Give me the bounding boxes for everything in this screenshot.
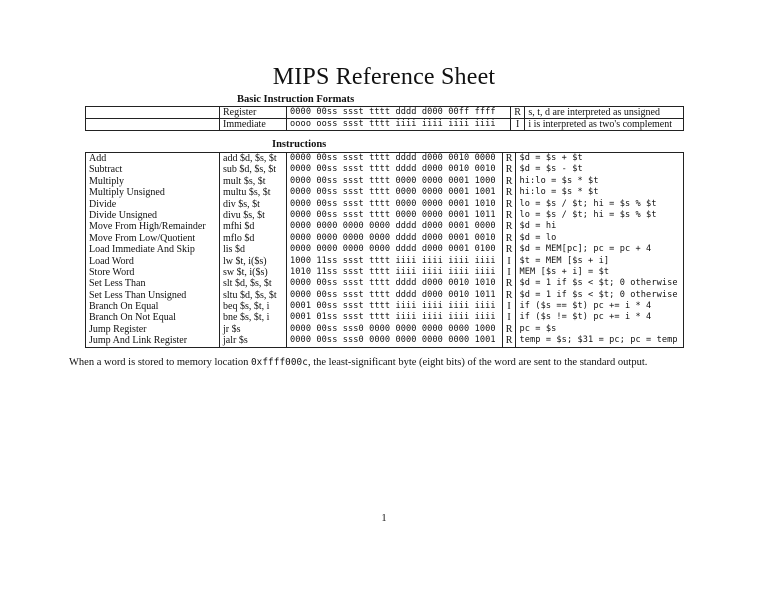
- instruction-semantics: if ($s != $t) pc += i * 4: [516, 312, 684, 323]
- table-row: [86, 187, 684, 198]
- instruction-semantics: $d = 1 if $s < $t; 0 otherwise: [516, 290, 684, 301]
- instruction-name: Subtract: [86, 164, 220, 175]
- instruction-semantics: $d = MEM[pc]; pc = pc + 4: [516, 244, 684, 255]
- instruction-name: Jump And Link Register: [86, 335, 220, 347]
- instruction-type: R: [502, 176, 516, 187]
- table-row: [86, 324, 684, 335]
- instruction-type: R: [502, 233, 516, 244]
- instruction-name: Set Less Than Unsigned: [86, 290, 220, 301]
- format-type: I: [510, 119, 524, 131]
- instruction-encoding: 0000 00ss ssst tttt dddd d000 0010 0000: [287, 153, 503, 165]
- footnote-text-end: , the least-significant byte (eight bits) of the word are sent to the standard output.: [307, 357, 648, 368]
- instruction-encoding: 0000 00ss sss0 0000 0000 0000 0000 1000: [287, 324, 503, 335]
- instruction-semantics: hi:lo = $s * $t: [516, 187, 684, 198]
- instruction-semantics: $d = $s + $t: [516, 153, 684, 165]
- table-row: [86, 221, 684, 232]
- instruction-encoding: 0001 01ss ssst tttt iiii iiii iiii iiii: [287, 312, 503, 323]
- instruction-name: Divide Unsigned: [86, 210, 220, 221]
- footnote-text: When a word is stored to memory location: [69, 357, 251, 368]
- instruction-semantics: MEM [$s + i] = $t: [516, 267, 684, 278]
- instruction-name: Load Word: [86, 256, 220, 267]
- instruction-name: Branch On Not Equal: [86, 312, 220, 323]
- instruction-type: I: [502, 256, 516, 267]
- table-row: [86, 119, 684, 131]
- instruction-syntax: mflo $d: [220, 233, 287, 244]
- instruction-semantics: $d = $s - $t: [516, 164, 684, 175]
- instruction-name: Move From Low/Quotient: [86, 233, 220, 244]
- instruction-name: Store Word: [86, 267, 220, 278]
- instruction-type: R: [502, 221, 516, 232]
- instruction-syntax: bne $s, $t, i: [220, 312, 287, 323]
- instruction-encoding: 0000 0000 0000 0000 dddd d000 0001 0100: [287, 244, 503, 255]
- instruction-syntax: jalr $s: [220, 335, 287, 347]
- instruction-encoding: 0000 00ss ssst tttt 0000 0000 0001 1000: [287, 176, 503, 187]
- format-encoding: 0000 00ss ssst tttt dddd d000 00ff ffff: [287, 107, 511, 119]
- instruction-name: Multiply Unsigned: [86, 187, 220, 198]
- instruction-syntax: beq $s, $t, i: [220, 301, 287, 312]
- page-number: 1: [381, 513, 387, 524]
- table-row: [86, 176, 684, 187]
- instruction-type: R: [502, 153, 516, 165]
- instruction-encoding: 0000 00ss sss0 0000 0000 0000 0000 1001: [287, 335, 503, 347]
- page-title: MIPS Reference Sheet: [272, 64, 496, 90]
- table-row: [86, 312, 684, 323]
- format-name: Immediate: [220, 119, 287, 131]
- instructions-table: [85, 152, 684, 348]
- instruction-type: R: [502, 164, 516, 175]
- instruction-encoding: 0000 00ss ssst tttt dddd d000 0010 1010: [287, 278, 503, 289]
- format-type: R: [510, 107, 524, 119]
- format-note: s, t, d are interpreted as unsigned: [525, 107, 684, 119]
- instruction-syntax: lis $d: [220, 244, 287, 255]
- instruction-type: I: [502, 267, 516, 278]
- instruction-encoding: 0000 00ss ssst tttt 0000 0000 0001 1010: [287, 199, 503, 210]
- table-row: [86, 244, 684, 255]
- instruction-type: R: [502, 210, 516, 221]
- formats-table: [85, 106, 684, 131]
- instruction-semantics: $d = 1 if $s < $t; 0 otherwise: [516, 278, 684, 289]
- instruction-encoding: 0001 00ss ssst tttt iiii iiii iiii iiii: [287, 301, 503, 312]
- instruction-semantics: lo = $s / $t; hi = $s % $t: [516, 199, 684, 210]
- formats-heading: Basic Instruction Formats: [237, 94, 355, 105]
- instruction-name: Set Less Than: [86, 278, 220, 289]
- instruction-semantics: $d = hi: [516, 221, 684, 232]
- instruction-name: Multiply: [86, 176, 220, 187]
- instruction-semantics: lo = $s / $t; hi = $s % $t: [516, 210, 684, 221]
- instruction-encoding: 0000 0000 0000 0000 dddd d000 0001 0000: [287, 221, 503, 232]
- instruction-type: R: [502, 199, 516, 210]
- instruction-semantics: pc = $s: [516, 324, 684, 335]
- table-row: [86, 210, 684, 221]
- instruction-syntax: sw $t, i($s): [220, 267, 287, 278]
- format-note: i is interpreted as two's complement: [525, 119, 684, 131]
- format-blank-cell: [86, 107, 220, 119]
- table-row: [86, 290, 684, 301]
- format-encoding: oooo ooss ssst tttt iiii iiii iiii iiii: [287, 119, 511, 131]
- table-row: [86, 278, 684, 289]
- instruction-semantics: $d = lo: [516, 233, 684, 244]
- instructions-heading: Instructions: [272, 139, 327, 150]
- instruction-encoding: 0000 00ss ssst tttt 0000 0000 0001 1011: [287, 210, 503, 221]
- table-row: [86, 164, 684, 175]
- table-row: [86, 267, 684, 278]
- instruction-syntax: mult $s, $t: [220, 176, 287, 187]
- instruction-encoding: 0000 00ss ssst tttt dddd d000 0010 0010: [287, 164, 503, 175]
- instruction-syntax: div $s, $t: [220, 199, 287, 210]
- instruction-name: Move From High/Remainder: [86, 221, 220, 232]
- instruction-syntax: mfhi $d: [220, 221, 287, 232]
- instruction-syntax: slt $d, $s, $t: [220, 278, 287, 289]
- table-row: [86, 335, 684, 347]
- instruction-name: Jump Register: [86, 324, 220, 335]
- format-blank-cell: [86, 119, 220, 131]
- instruction-semantics: hi:lo = $s * $t: [516, 176, 684, 187]
- table-row: [86, 256, 684, 267]
- instruction-type: I: [502, 301, 516, 312]
- instruction-semantics: $t = MEM [$s + i]: [516, 256, 684, 267]
- instruction-encoding: 0000 00ss ssst tttt 0000 0000 0001 1001: [287, 187, 503, 198]
- instruction-semantics: if ($s == $t) pc += i * 4: [516, 301, 684, 312]
- instruction-type: R: [502, 187, 516, 198]
- instruction-type: R: [502, 278, 516, 289]
- table-row: [86, 233, 684, 244]
- instruction-syntax: add $d, $s, $t: [220, 153, 287, 165]
- footnote-address: 0xffff000c: [250, 357, 308, 368]
- instruction-name: Divide: [86, 199, 220, 210]
- instruction-type: R: [502, 324, 516, 335]
- instruction-name: Load Immediate And Skip: [86, 244, 220, 255]
- format-name: Register: [220, 107, 287, 119]
- instruction-encoding: 0000 0000 0000 0000 dddd d000 0001 0010: [287, 233, 503, 244]
- instruction-type: I: [502, 312, 516, 323]
- instruction-syntax: multu $s, $t: [220, 187, 287, 198]
- instruction-name: Add: [86, 153, 220, 165]
- instruction-encoding: 0000 00ss ssst tttt dddd d000 0010 1011: [287, 290, 503, 301]
- instruction-syntax: lw $t, i($s): [220, 256, 287, 267]
- instruction-type: R: [502, 290, 516, 301]
- table-row: [86, 107, 684, 119]
- instruction-encoding: 1010 11ss ssst tttt iiii iiii iiii iiii: [287, 267, 503, 278]
- table-row: [86, 301, 684, 312]
- instruction-type: R: [502, 335, 516, 347]
- instruction-type: R: [502, 244, 516, 255]
- instruction-name: Branch On Equal: [86, 301, 220, 312]
- instruction-syntax: sltu $d, $s, $t: [220, 290, 287, 301]
- instruction-syntax: divu $s, $t: [220, 210, 287, 221]
- instruction-syntax: jr $s: [220, 324, 287, 335]
- table-row: [86, 199, 684, 210]
- instruction-semantics: temp = $s; $31 = pc; pc = temp: [516, 335, 684, 347]
- instruction-encoding: 1000 11ss ssst tttt iiii iiii iiii iiii: [287, 256, 503, 267]
- footnote: [69, 357, 647, 368]
- table-row: [86, 153, 684, 165]
- instruction-syntax: sub $d, $s, $t: [220, 164, 287, 175]
